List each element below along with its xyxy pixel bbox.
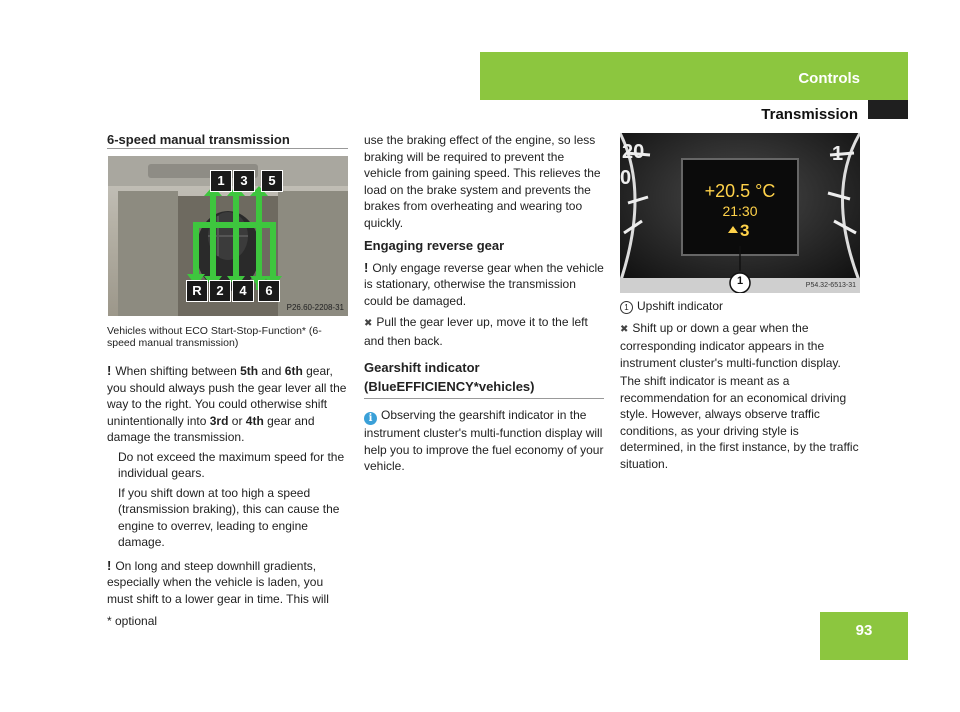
- gsi-heading: Gearshift indicator (BlueEFFICIENCY*vehicles): [364, 360, 535, 394]
- info-icon: i: [364, 412, 377, 425]
- gear-key-5: 5: [261, 170, 283, 192]
- info-note: i Observing the gearshift indicator in the instrument cluster's multi-function display will help you to improve the fuel economy of your vehicle.: [364, 408, 604, 473]
- step-arrow-icon: ✖: [620, 323, 629, 335]
- warning-icon: !: [107, 363, 112, 378]
- section-banner: [480, 52, 908, 100]
- callout-1-icon: 1: [620, 301, 633, 314]
- footnote: * optional: [107, 614, 158, 628]
- gear-key-6: 6: [258, 280, 280, 302]
- reverse-step: ✖ Pull the gear lever up, move it to the left and then back.: [364, 315, 588, 348]
- temperature-readout: +20.5 °C: [704, 181, 776, 201]
- warning-1-paragraph-3: If you shift down at too high a speed (transmission braking), this can cause the engine to overrev, leading to engine damage.: [118, 485, 340, 549]
- warning-icon: !: [107, 557, 112, 573]
- warning-2: ! On long and steep downhill gradients, especially when the vehicle is laden, you must shift to a lower gear in time. This will: [107, 557, 329, 606]
- gear-key-4: 4: [232, 280, 254, 302]
- image-caption: Vehicles without ECO Start-Stop-Function* (6-speed manual transmission): [107, 325, 322, 349]
- gear-readout: 3: [740, 221, 750, 240]
- gear-key-1: 1: [210, 170, 232, 192]
- scale-left-bottom: 0: [620, 167, 632, 189]
- shift-step: ✖ Shift up or down a gear when the corresponding indicator appears in the instrument cluster's multi-function display.: [620, 320, 841, 370]
- gear-key-r: R: [186, 280, 208, 302]
- scale-left-top: 20: [622, 141, 645, 163]
- heading-rule: [107, 148, 348, 149]
- middle-column: [364, 132, 604, 396]
- time-readout: 21:30: [722, 203, 758, 219]
- image-code: P26.60-2208-31: [286, 303, 344, 312]
- warning-1: ! When shifting between 5th and 6th gear, you should always push the gear lever all the way to the right. You could otherwise shift unintentionally into 3rd or 4th gear and damage the transmission.: [107, 363, 347, 444]
- page-number-box: [820, 612, 908, 660]
- reverse-warning: ! Only engage reverse gear when the vehicle is stationary, otherwise the transmission could be damaged.: [364, 259, 604, 308]
- page-number: 93: [855, 622, 873, 639]
- step-arrow-icon: ✖: [364, 318, 373, 329]
- reverse-heading: Engaging reverse gear: [364, 238, 505, 253]
- legend-item: 1 Upshift indicator: [620, 298, 860, 315]
- warning-1-paragraph-2: Do not exceed the maximum speed for the individual gears.: [118, 449, 345, 480]
- gear-key-2: 2: [209, 280, 231, 302]
- gear-key-3: 3: [233, 170, 255, 192]
- section-title: Controls: [798, 70, 860, 87]
- shift-indicator-paragraph: The shift indicator is meant as a recommendation for an economical driving style. However, always observe traffic conditions, as your driving style is determined, in the first instance, by the traffic situation.: [620, 374, 859, 471]
- image-code: P54.32-6513-31: [805, 282, 856, 289]
- left-text: [107, 363, 349, 607]
- continued-text: use the braking effect of the engine, so less braking will be required to prevent the vehicle from gaining speed. This relieves the load on the brake system and prevents the brakes from overheating and wearing too quickly.: [364, 133, 601, 230]
- gear-shift-pattern-image: [108, 156, 348, 316]
- warning-icon: !: [364, 259, 369, 275]
- instrument-cluster-image: [620, 133, 860, 293]
- gsi-heading-rule: [364, 398, 604, 399]
- page-title: Transmission: [761, 106, 858, 123]
- left-column: [107, 132, 348, 149]
- right-column: [620, 298, 860, 472]
- section-heading: 6-speed manual transmission: [107, 132, 290, 147]
- callout-number: 1: [736, 275, 744, 287]
- scale-right-top: 1: [832, 143, 844, 165]
- header-marker: [868, 100, 908, 119]
